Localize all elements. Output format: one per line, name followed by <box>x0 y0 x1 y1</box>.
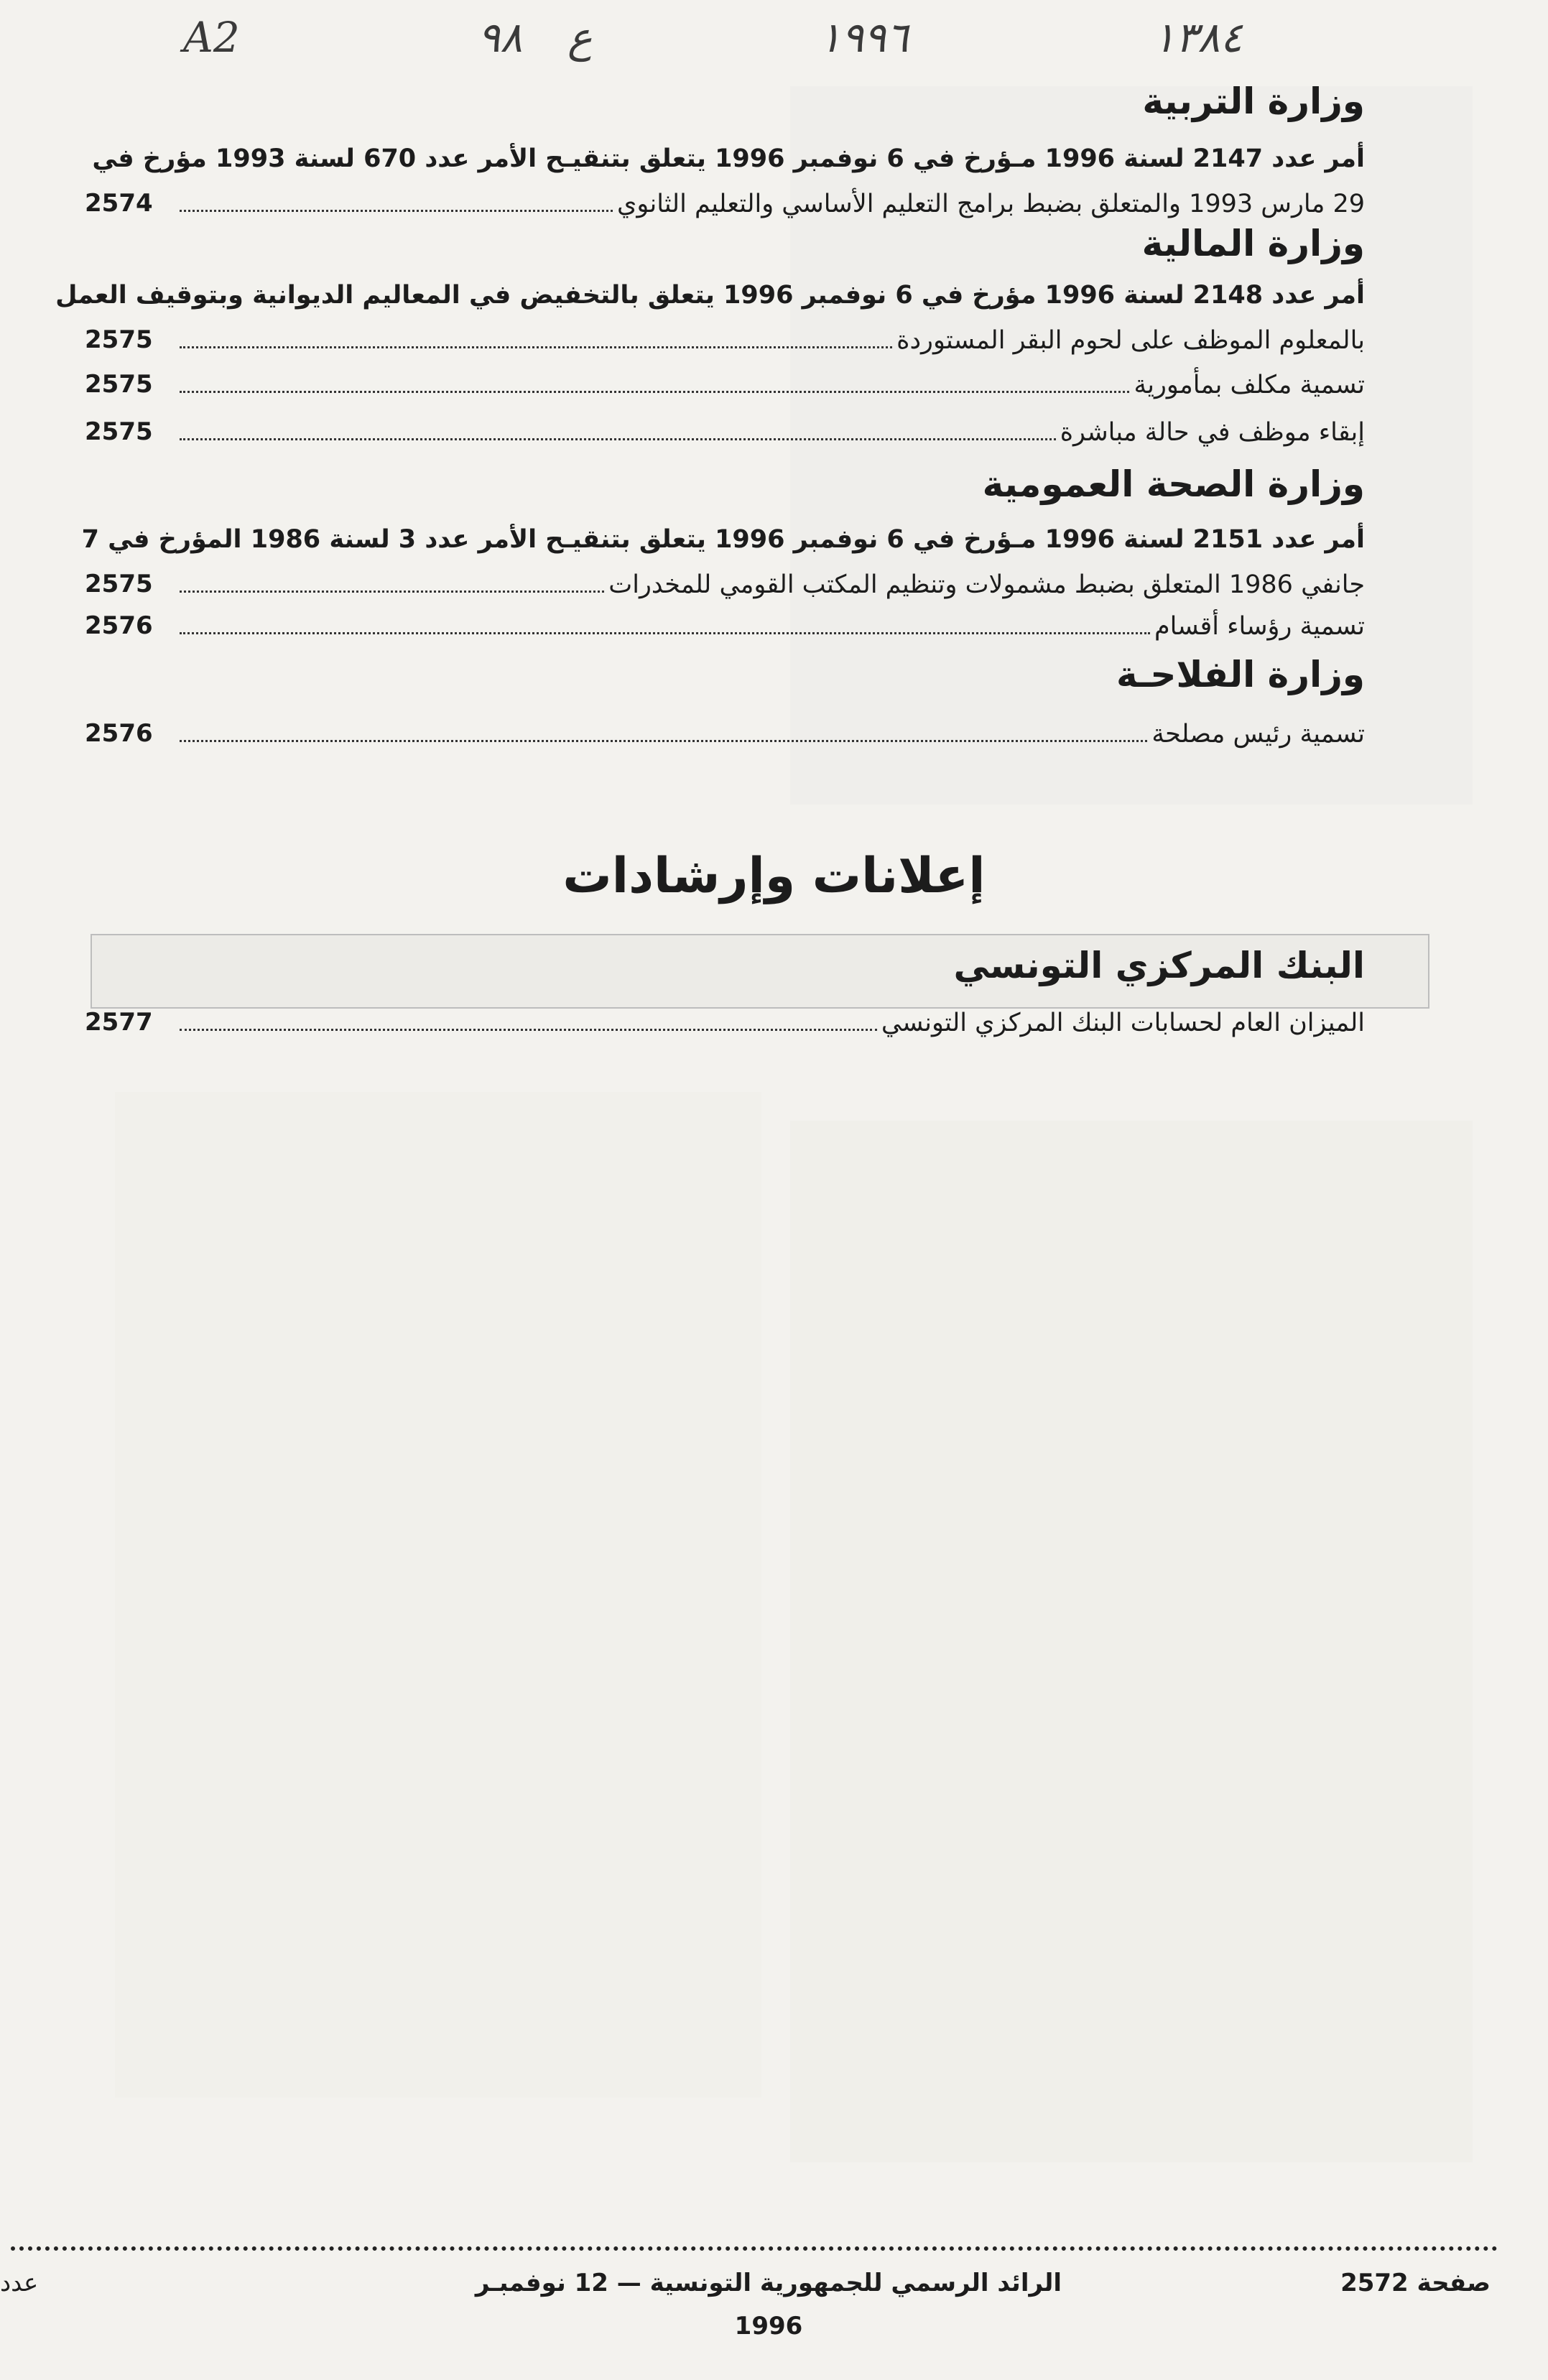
page-number: 2576 <box>85 719 153 748</box>
announcements-title: إعلانات وإرشادات <box>562 848 986 904</box>
section-title-finance: وزارة المالية <box>1141 223 1365 264</box>
entry-line: تسمية مكلف بمأمورية <box>172 362 1365 407</box>
page-number: 2575 <box>85 325 153 354</box>
entry-line: تسمية رئيس مصلحة <box>172 711 1365 756</box>
handwritten-note: ع <box>567 13 593 62</box>
entry-line: الميزان العام لحسابات البنك المركزي التونسي <box>172 1000 1365 1045</box>
dot-leader <box>180 181 613 212</box>
toc-entry <box>172 711 1365 756</box>
section-title-central-bank: البنك المركزي التونسي <box>953 945 1365 986</box>
dot-leader <box>180 318 892 348</box>
dot-leader <box>180 603 1150 634</box>
dot-leader <box>180 562 604 593</box>
page-number: 2575 <box>85 370 153 399</box>
entry-line: أمر عدد 2147 لسنة 1996 مـؤرخ في 6 نوفمبر 1996 يتعلق بتنقيـح الأمر عدد 670 لسنة 1993 مؤرخ في <box>92 144 1365 173</box>
toc-entry <box>172 1000 1365 1045</box>
toc-entry <box>172 603 1365 648</box>
handwritten-note: A2 <box>183 13 240 62</box>
bleed-through-block <box>115 1092 761 2098</box>
handwritten-note: ٩٨ <box>478 13 523 62</box>
bleed-through-block <box>790 1121 1473 2162</box>
handwritten-note: ١٣٨٤ <box>1153 13 1243 62</box>
footer-rule <box>11 2246 1498 2251</box>
dot-leader <box>180 409 1056 440</box>
section-title-public-health: وزارة الصحة العمومية <box>982 463 1365 505</box>
page-number: 2575 <box>85 417 153 446</box>
footer-left-edge: عدد <box>0 2269 39 2297</box>
section-title-education: وزارة التربية <box>1142 80 1365 122</box>
entry-line: بالمعلوم الموظف على لحوم البقر المستوردة <box>172 318 1365 362</box>
page-number: 2576 <box>85 611 153 640</box>
footer-journal-title: الرائد الرسمي للجمهورية التونسية — 12 نوفمبـر 1996 <box>475 2269 1062 2340</box>
entry-line: تسمية رؤساء أقسام <box>172 603 1365 648</box>
toc-entry <box>172 362 1365 407</box>
entry-line: 29 مارس 1993 والمتعلق بضبط برامج التعليم الأساسي والتعليم الثانوي <box>172 181 1365 226</box>
section-title-agriculture: وزارة الفلاحـة <box>1116 654 1365 695</box>
page-number: 2577 <box>85 1008 153 1037</box>
entry-line: أمر عدد 2151 لسنة 1996 مـؤرخ في 6 نوفمبر 1996 يتعلق بتنقيـح الأمر عدد 3 لسنة 1986 المؤرخ في 7 <box>81 525 1365 554</box>
dot-leader <box>180 1000 877 1031</box>
entry-line: إبقاء موظف في حالة مباشرة <box>172 409 1365 454</box>
page-number: 2574 <box>85 189 153 218</box>
footer-page-label: صفحة 2572 <box>1340 2269 1491 2297</box>
dot-leader <box>180 711 1147 742</box>
handwritten-note: ١٩٩٦ <box>819 13 909 62</box>
toc-entry <box>172 409 1365 454</box>
entry-line: جانفي 1986 المتعلق بضبط مشمولات وتنظيم المكتب القومي للمخدرات <box>172 562 1365 606</box>
dot-leader <box>180 362 1129 393</box>
page-number: 2575 <box>85 570 153 598</box>
entry-line: أمر عدد 2148 لسنة 1996 مؤرخ في 6 نوفمبر 1996 يتعلق بالتخفيض في المعاليم الديوانية وبتوقيف العمل <box>55 281 1365 310</box>
